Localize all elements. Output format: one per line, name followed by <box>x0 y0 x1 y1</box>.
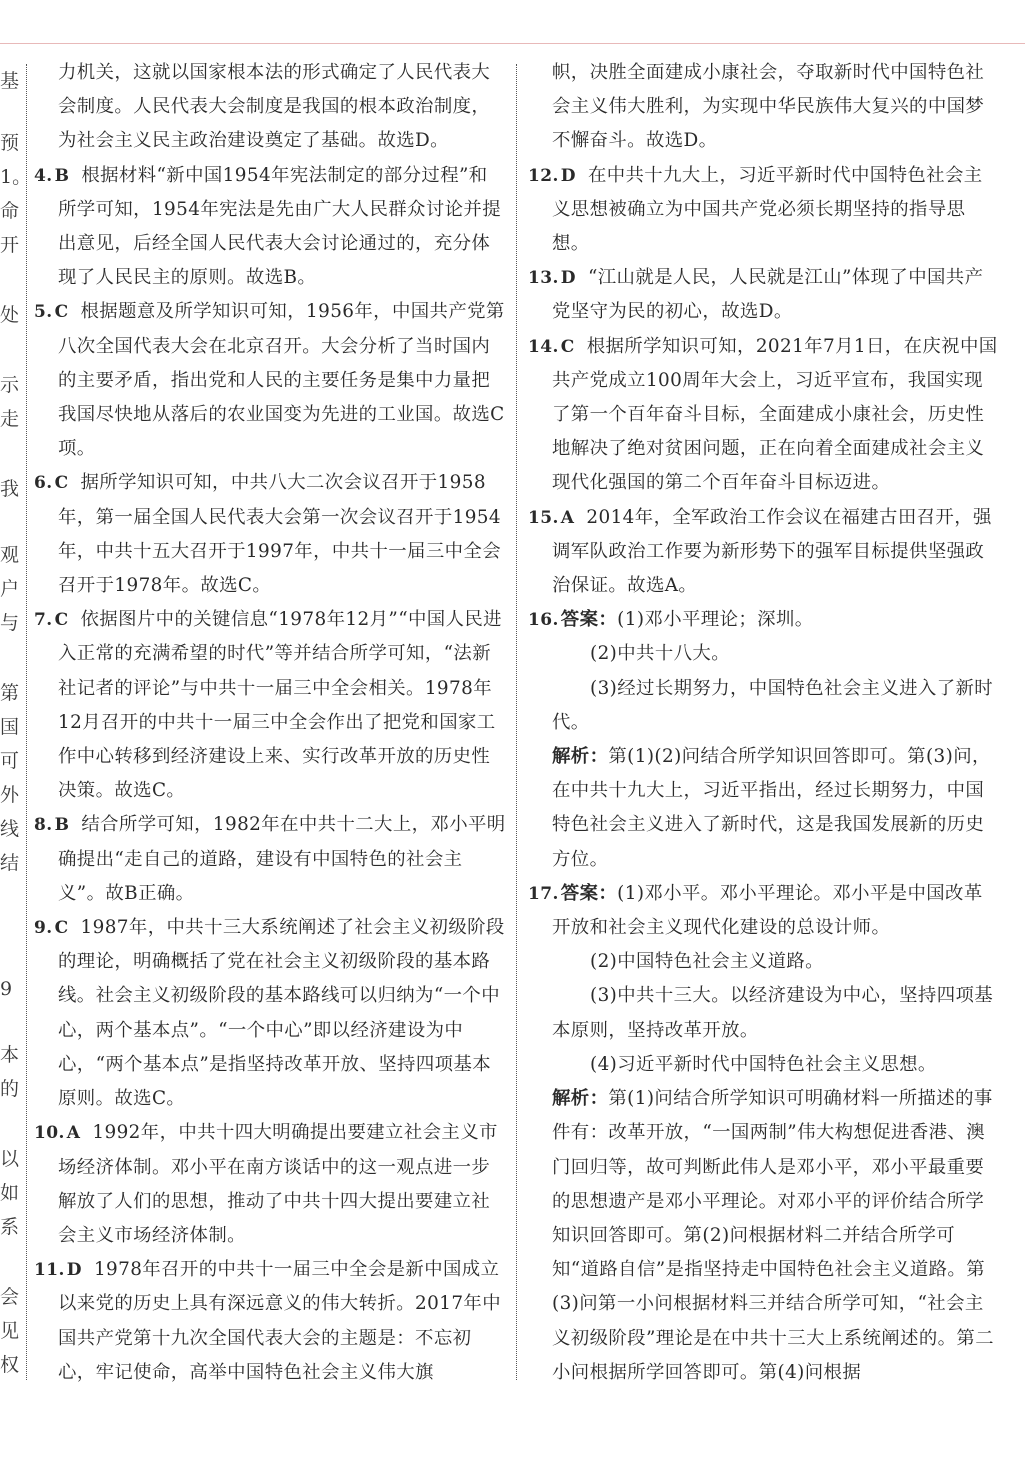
margin-fragment: 开 <box>0 234 20 256</box>
answer-letter: C <box>54 302 69 323</box>
margin-fragment: 9 <box>0 978 13 1000</box>
answer-letter: C <box>560 336 575 357</box>
answer-item-6 <box>34 466 506 603</box>
margin-fragment: 基 <box>0 70 20 92</box>
answer-item-12 <box>528 159 1000 262</box>
top-rule <box>0 43 1025 44</box>
explanation-text: 1992年，中共十四大明确提出要建立社会主义市场经济体制。邓小平在南方谈话中的这一观点进一步解放了人们的思想，推动了中共十四大提出要建立社会主义市场经济体制。 <box>58 1122 498 1246</box>
answer-part-2: (2)中共十八大。 <box>590 643 730 665</box>
explanation-block <box>528 740 1000 877</box>
answer-label: 答案： <box>560 609 618 631</box>
left-margin-fragments <box>0 50 32 1430</box>
margin-fragment: 线 <box>0 818 20 840</box>
answer-part-1: (1)邓小平理论；深圳。 <box>617 609 814 631</box>
margin-fragment: 国 <box>0 716 20 738</box>
margin-fragment: 1。 <box>0 166 32 188</box>
question-number: 5. <box>34 302 53 323</box>
answer-item-17 <box>528 877 1000 945</box>
answer-part-2: (2)中国特色社会主义道路。 <box>590 951 824 973</box>
answer-letter: A <box>560 507 575 528</box>
question-number: 4. <box>34 165 53 186</box>
explanation-text: 2014年，全军政治工作会议在福建古田召开，强调军队政治工作要为新形势下的强军目标提供坚强政治保证。故选A。 <box>552 506 992 597</box>
question-number: 6. <box>34 473 53 494</box>
margin-fragment: 见 <box>0 1320 20 1342</box>
margin-fragment: 本 <box>0 1044 20 1066</box>
margin-fragment: 户 <box>0 578 20 600</box>
answer-item-11 <box>34 1253 506 1390</box>
answer-item-13 <box>528 261 1000 329</box>
margin-fragment: 会 <box>0 1286 20 1308</box>
margin-fragment: 观 <box>0 544 20 566</box>
answer-item-4 <box>34 159 506 296</box>
answer-letter: A <box>66 1123 81 1144</box>
explanation-label: 解析： <box>552 746 609 768</box>
margin-fragment: 预 <box>0 132 20 154</box>
margin-fragment: 走 <box>0 408 20 430</box>
margin-fragment: 结 <box>0 852 20 874</box>
margin-fragment: 权 <box>0 1354 20 1376</box>
margin-fragment: 与 <box>0 612 20 634</box>
explanation-text: 结合所学可知，1982年在中共十二大上，邓小平明确提出“走自己的道路，建设有中国特色的社会主义”。故B正确。 <box>58 814 506 904</box>
margin-fragment: 第 <box>0 682 20 704</box>
explanation-text: 根据题意及所学知识可知，1956年，中国共产党第八次全国代表大会在北京召开。大会分析了当时国内的主要矛盾，指出党和人民的主要任务是集中力量把我国尽快地从落后的农业国变为先进的工业国。故选C项。 <box>58 301 505 460</box>
margin-fragment: 处 <box>0 304 20 326</box>
answer-item-16 <box>528 603 1000 637</box>
explanation-text: 根据所学知识可知，2021年7月1日，在庆祝中国共产党成立100周年大会上，习近平宣布，我国实现了第一个百年奋斗目标，全面建成小康社会，历史性地解决了绝对贫困问题，正在向着全面建成社会主义现代化强国的第二个百年奋斗目标迈进。 <box>552 335 998 494</box>
margin-fragment: 命 <box>0 200 20 222</box>
answer-item-7 <box>34 603 506 808</box>
question-number: 14. <box>528 336 559 357</box>
answer-part-3: (3)经过长期努力，中国特色社会主义进入了新时代。 <box>552 677 994 733</box>
answer-label: 答案： <box>560 882 618 904</box>
answer-letter: B <box>54 815 70 836</box>
answer-part-1: (1)邓小平。邓小平理论。邓小平是中国改革开放和社会主义现代化建设的总设计师。 <box>552 882 983 939</box>
question-number: 8. <box>34 815 53 836</box>
answer-part-4: (4)习近平新时代中国特色社会主义思想。 <box>590 1053 937 1075</box>
answer-letter: C <box>54 918 69 939</box>
explanation-label: 解析： <box>552 1088 609 1110</box>
explanation-text: 1978年召开的中共十一届三中全会是新中国成立以来党的历史上具有深远意义的伟大转折。2017年中国共产党第十九次全国代表大会的主题是：不忘初心，牢记使命，高举中国特色社会主义伟大旗 <box>58 1259 502 1383</box>
margin-fragment: 示 <box>0 374 20 396</box>
question-number: 9. <box>34 918 53 939</box>
margin-fragment: 外 <box>0 784 20 806</box>
question-number: 10. <box>34 1123 65 1144</box>
answer-letter: B <box>54 165 70 186</box>
answer-item-10 <box>34 1116 506 1253</box>
right-column <box>528 56 1000 1390</box>
answer-part-3: (3)中共十三大。以经济建设为中心，坚持四项基本原则，坚持改革开放。 <box>552 985 994 1041</box>
left-column <box>34 56 506 1390</box>
explanation-text: 根据材料“新中国1954年宪法制定的部分过程”和所学可知，1954年宪法是先由广大人民群众讨论并提出意见，后经全国人民代表大会讨论通过的，充分体现了人民民主的原则。故选B。 <box>58 164 502 289</box>
answer-item-9 <box>34 911 506 1116</box>
answer-letter: D <box>560 165 576 186</box>
margin-fragment: 如 <box>0 1182 20 1204</box>
margin-fragment: 的 <box>0 1078 20 1100</box>
explanation-text: “江山就是人民，人民就是江山”体现了中国共产党坚守为民的初心，故选D。 <box>552 267 984 323</box>
answer-letter: D <box>560 268 576 289</box>
question-number: 13. <box>528 268 559 289</box>
margin-fragment: 我 <box>0 478 20 500</box>
explanation-text: 第(1)问结合所学知识可明确材料一所描述的事件有：改革开放，“一国两制”伟大构想促进香港、澳门回归等，故可判断此伟人是邓小平，邓小平最重要的思想遗产是邓小平理论。对邓小平的评价结合所学知识回答即可。第(2)问根据材料二并结合所学可知“道路自信”是指坚持走中国特色社会主义道路。第(3)问第一小问根据材料三并结合所学可知，“社会主义初级阶段”理论是在中共十三大上系统阐述的。第二小问根据所学回答即可。第(4)问根据 <box>552 1088 994 1383</box>
explanation-block <box>528 1082 1000 1390</box>
column-divider <box>516 64 517 1380</box>
question-number: 15. <box>528 507 559 528</box>
explanation-text: 据所学知识可知，中共八大二次会议召开于1958年，第一届全国人民代表大会第一次会议召开于1954年，中共十五大召开于1997年，中共十一届三中全会召开于1978年。故选C。 <box>58 472 502 597</box>
margin-fragment: 系 <box>0 1216 20 1238</box>
answer-item-15 <box>528 501 1000 604</box>
answer-letter: C <box>54 473 69 494</box>
answer-item-8 <box>34 808 506 911</box>
question-number: 11. <box>34 1260 65 1281</box>
margin-fragment: 可 <box>0 750 20 772</box>
continued-text: 力机关，这就以国家根本法的形式确定了人民代表大会制度。人民代表大会制度是我国的根本政治制度，为社会主义民主政治建设奠定了基础。故选D。 <box>58 62 491 152</box>
answer-letter: D <box>66 1260 82 1281</box>
explanation-text: 依据图片中的关键信息“1978年12月”“中国人民进入正常的充满希望的时代”等并结合所学可知，“法新社记者的评论”与中共十一届三中全会相关。1978年12月召开的中共十一届三中全会作出了把党和国家工作中心转移到经济建设上来、实行改革开放的历史性决策。故选C。 <box>58 609 502 802</box>
binding-dotted-line <box>26 64 27 1380</box>
explanation-text: 1987年，中共十三大系统阐述了社会主义初级阶段的理论，明确概括了党在社会主义初级阶段的基本路线。社会主义初级阶段的基本路线可以归纳为“一个中心，两个基本点”。“一个中心”即以经济建设为中心，“两个基本点”是指坚持改革开放、坚持四项基本原则。故选C。 <box>58 917 505 1110</box>
question-number: 12. <box>528 165 559 186</box>
question-number: 16. <box>528 610 559 631</box>
explanation-text: 第(1)(2)问结合所学知识回答即可。第(3)问，在中共十九大上，习近平指出，经过长期努力，中国特色社会主义进入了新时代，这是我国发展新的历史方位。 <box>552 746 991 870</box>
answer-letter: C <box>54 610 69 631</box>
question-number: 7. <box>34 610 53 631</box>
explanation-text: 在中共十九大上，习近平新时代中国特色社会主义思想被确立为中国共产党必须长期坚持的指导思想。 <box>552 164 983 255</box>
answer-item-14 <box>528 330 1000 501</box>
continued-text: 帜，决胜全面建成小康社会，夺取新时代中国特色社会主义伟大胜利，为实现中华民族伟大复兴的中国梦不懈奋斗。故选D。 <box>552 62 985 152</box>
question-number: 17. <box>528 883 559 904</box>
answer-item-5 <box>34 295 506 466</box>
margin-fragment: 以 <box>0 1148 20 1170</box>
